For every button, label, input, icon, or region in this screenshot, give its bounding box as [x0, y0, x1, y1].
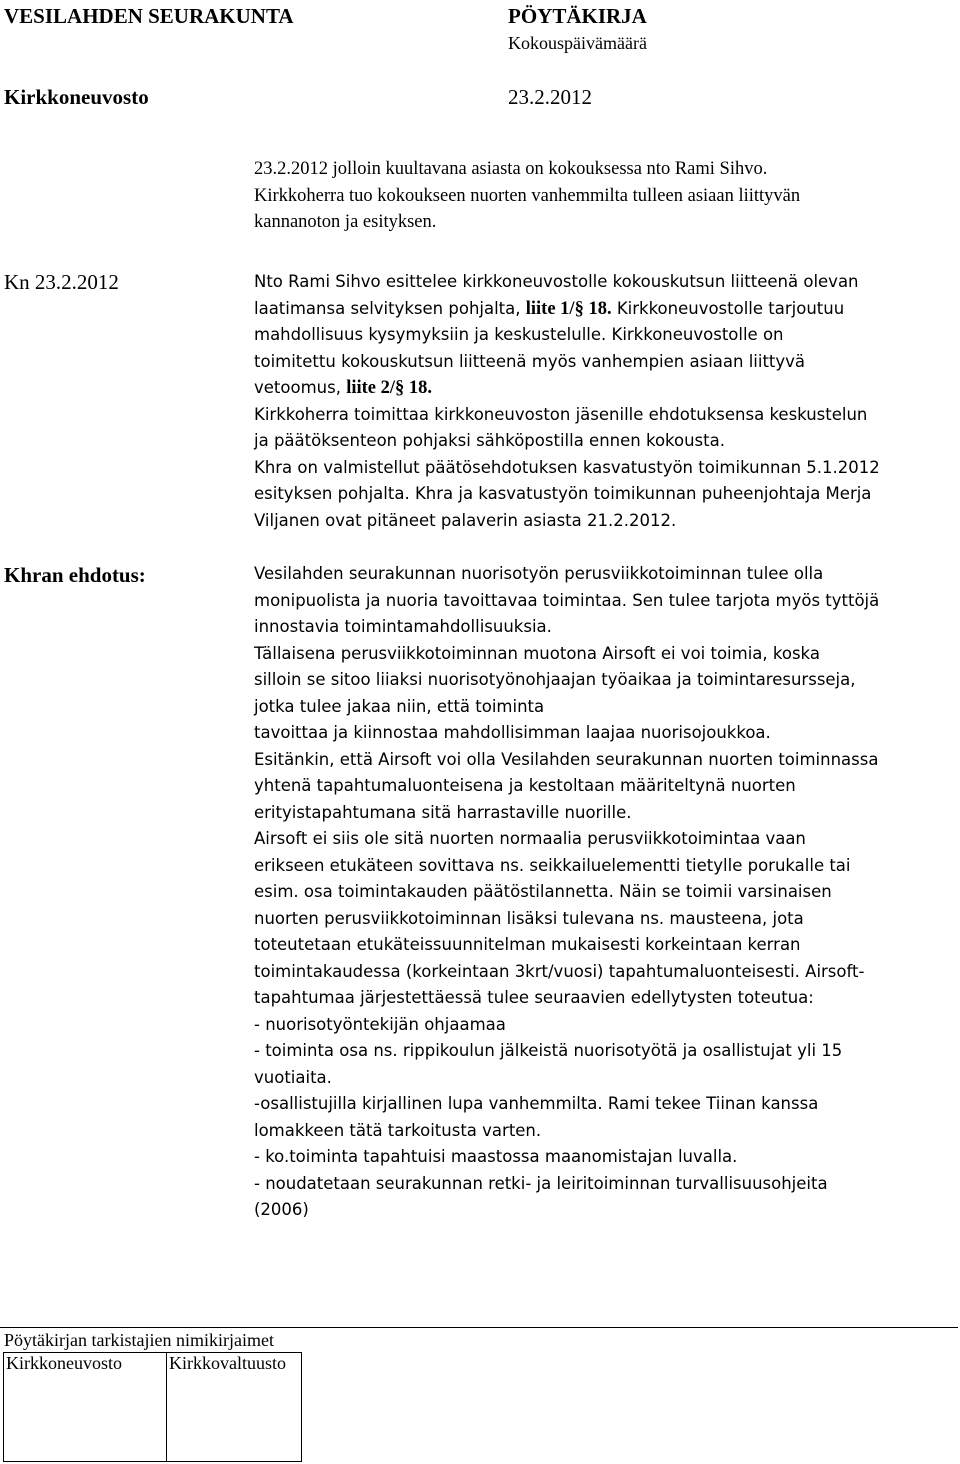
governing-body: Kirkkoneuvosto	[4, 85, 149, 109]
kn-text: Kirkkoneuvostolle tarjoutuu	[611, 298, 845, 318]
intro-line: Kirkkoherra tuo kokoukseen nuorten vanhemmilta tulleen asiaan liittyvän	[254, 185, 801, 206]
kn-line	[254, 375, 960, 402]
signature-label: Kirkkoneuvosto	[6, 1353, 122, 1373]
kn-line: esityksen pohjalta. Khra ja kasvatustyön toimikunnan puheenjohtaja Merja	[254, 484, 872, 503]
attachment-ref-2: liite 2/§ 18.	[346, 378, 433, 398]
signature-table	[3, 1352, 302, 1462]
proposal-line: toimintakaudessa (korkeintaan 3krt/vuosi) tapahtumaluonteisesti. Airsoft-	[254, 961, 865, 981]
proposal-label: Khran ehdotus:	[4, 563, 146, 587]
proposal-line: vuotiaita.	[254, 1067, 332, 1087]
footer-divider	[0, 1327, 958, 1328]
proposal-line: erityistapahtumana sitä harrastaville nuorille.	[254, 802, 632, 822]
intro-line: kannanoton ja esityksen.	[254, 212, 437, 232]
proposal-line: Tällaisena perusviikkotoiminnan muotona Airsoft ei voi toimia, koska	[254, 643, 820, 663]
proposal-line: yhtenä tapahtumaluonteisena ja kestoltaan määriteltynä nuorten	[254, 776, 796, 795]
proposal-line: Vesilahden seurakunnan nuorisotyön perusviikkotoiminnan tulee olla	[254, 564, 824, 583]
kn-line: Kirkkoherra toimittaa kirkkoneuvoston jäsenille ehdotuksensa keskustelun	[254, 404, 868, 424]
proposal-line: esim. osa toimintakauden päätöstilannetta. Näin se toimii varsinaisen	[254, 882, 832, 901]
proposal-line: nuorten perusviikkotoiminnan lisäksi tulevana ns. mausteena, jota	[254, 908, 804, 928]
kn-line: mahdollisuus kysymyksiin ja keskustelulle. Kirkkoneuvostolle on	[254, 325, 784, 344]
kn-line: toimitettu kokouskutsun liitteenä myös vanhempien asiaan liittyvä	[254, 351, 806, 371]
signature-section-title: Pöytäkirjan tarkistajien nimikirjaimet	[4, 1330, 274, 1350]
proposal-line: Airsoft ei siis ole sitä nuorten normaalia perusviikkotoimintaa vaan	[254, 829, 806, 848]
proposal-line: toteutetaan etukäteissuunnitelman mukaisesti korkeintaan kerran	[254, 935, 801, 954]
proposal-text	[254, 561, 960, 1224]
proposal-line: - ko.toiminta tapahtuisi maastossa maanomistajan luvalla.	[254, 1147, 738, 1166]
proposal-line: - toiminta osa ns. rippikoulun jälkeistä nuorisotyötä ja osallistujat yli 15	[254, 1041, 843, 1060]
proposal-line: tavoittaa ja kiinnostaa mahdollisimman laajaa nuorisojoukkoa.	[254, 723, 771, 742]
kn-line: Viljanen ovat pitäneet palaverin asiasta 21.2.2012.	[254, 510, 677, 530]
proposal-line: tapahtumaa järjestettäessä tulee seuraavien edellytysten toteutua:	[254, 988, 814, 1007]
proposal-line: innostavia toimintamahdollisuuksia.	[254, 617, 552, 636]
proposal-line: monipuolista ja nuoria tavoittavaa toimintaa. Sen tulee tarjota myös tyttöjä	[254, 590, 880, 610]
signature-box-kirkkoneuvosto	[4, 1353, 167, 1462]
signature-box-kirkkovaltuusto	[167, 1353, 302, 1462]
proposal-line: jotka tulee jakaa niin, että toiminta	[254, 696, 545, 716]
intro-text	[254, 156, 960, 236]
kn-text: laatimansa selvityksen pohjalta,	[254, 298, 526, 318]
proposal-line: Esitänkin, että Airsoft voi olla Vesilahden seurakunnan nuorten toiminnassa	[254, 749, 879, 769]
proposal-line: -osallistujilla kirjallinen lupa vanhemmilta. Rami tekee Tiinan kanssa	[254, 1094, 819, 1113]
proposal-line: - noudatetaan seurakunnan retki- ja leiritoiminnan turvallisuusohjeita	[254, 1173, 828, 1193]
kn-line: Nto Rami Sihvo esittelee kirkkoneuvostolle kokouskutsun liitteenä olevan	[254, 272, 859, 291]
kn-section-text	[254, 269, 960, 534]
meeting-date-label: Kokouspäivämäärä	[508, 33, 647, 53]
kn-line: Khra on valmistellut päätösehdotuksen kasvatustyön toimikunnan 5.1.2012	[254, 457, 880, 477]
proposal-line: lomakkeen tätä tarkoitusta varten.	[254, 1120, 542, 1140]
proposal-line: (2006)	[254, 1200, 309, 1219]
document-type: PÖYTÄKIRJA	[508, 4, 647, 28]
attachment-ref-1: liite 1/§ 18.	[525, 298, 612, 319]
kn-line	[254, 296, 960, 323]
proposal-line: - nuorisotyöntekijän ohjaamaa	[254, 1014, 506, 1034]
intro-line: 23.2.2012 jolloin kuultavana asiasta on kokouksessa nto Rami Sihvo.	[254, 159, 768, 179]
meeting-date: 23.2.2012	[508, 85, 592, 109]
proposal-line: silloin se sitoo liiaksi nuorisotyönohjaajan työaikaa ja toimintaresursseja,	[254, 670, 856, 689]
kn-text: vetoomus,	[254, 378, 347, 397]
proposal-line: erikseen etukäteen sovittava ns. seikkailuelementti tietylle porukalle tai	[254, 855, 851, 875]
organization-name: VESILAHDEN SEURAKUNTA	[4, 4, 294, 28]
kn-line: ja päätöksenteon pohjaksi sähköpostilla ennen kokousta.	[254, 431, 725, 450]
kn-date-label: Kn 23.2.2012	[4, 270, 119, 294]
signature-label: Kirkkovaltuusto	[169, 1353, 286, 1373]
